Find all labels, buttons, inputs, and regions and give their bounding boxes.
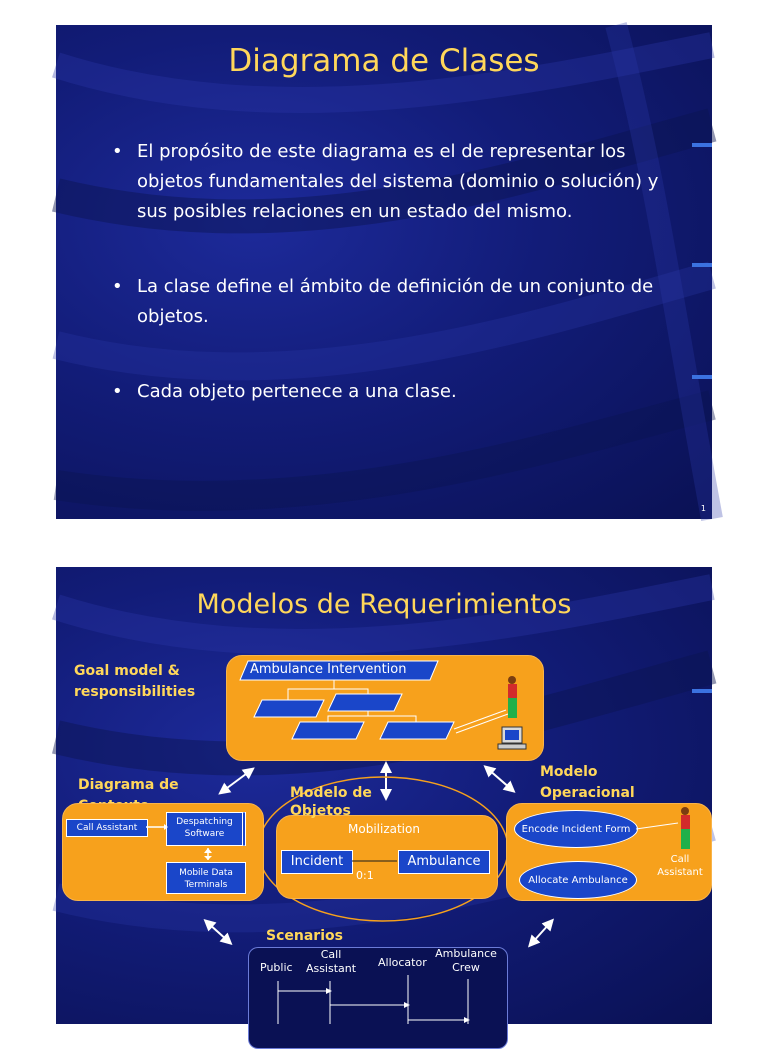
bullet-text: Cada objeto pertenece a una clase. bbox=[137, 381, 457, 402]
bullet-list bbox=[112, 137, 672, 407]
scenario-call-assistant: Call Assistant bbox=[305, 948, 357, 975]
bullet-dot-icon: • bbox=[112, 381, 123, 402]
goal-model-label: Goal model & responsibilities bbox=[74, 663, 196, 700]
bullet-dot-icon: • bbox=[112, 141, 123, 162]
objetos-label: Modelo de Objetos bbox=[290, 785, 372, 819]
scenario-public: Public bbox=[260, 961, 293, 974]
slide-number: 1 bbox=[700, 504, 706, 513]
bullet-text: La clase define el ámbito de definición de un conjunto de objetos. bbox=[137, 276, 654, 327]
call-assistant-box: Call Assistant bbox=[66, 819, 148, 837]
scenario-ambulance-crew: Ambulance Crew bbox=[435, 947, 497, 974]
incident-class-box: Incident bbox=[281, 850, 353, 874]
sequence-lines bbox=[56, 567, 712, 1024]
operacional-actor-label: Call Assistant bbox=[657, 854, 703, 878]
bullet-text: El propósito de este diagrama es el de representar los objetos fundamentales del sistema (dominio o solución) y sus posibles relaciones en un estado del mismo. bbox=[137, 141, 659, 222]
despatching-box: Despatching Software bbox=[166, 812, 246, 846]
bullet-item bbox=[112, 137, 672, 227]
ambulance-class-box: Ambulance bbox=[398, 850, 490, 874]
slide-2 bbox=[56, 567, 712, 1024]
bullet-item bbox=[112, 377, 672, 407]
slide-title: Modelos de Requerimientos bbox=[196, 589, 572, 620]
mobilization-label: Mobilization bbox=[348, 822, 420, 836]
scenario-allocator: Allocator bbox=[378, 956, 427, 969]
encode-incident-oval: Encode Incident Form bbox=[514, 810, 638, 848]
multiplicity-label: 0:1 bbox=[356, 869, 374, 882]
slide-title: Diagrama de Clases bbox=[228, 43, 540, 79]
contexto-label: Diagrama de bbox=[78, 777, 179, 793]
operacional-label: Modelo Operacional bbox=[540, 764, 635, 801]
mobile-data-box: Mobile Data Terminals bbox=[166, 862, 246, 894]
goal-box-label: Ambulance Intervention bbox=[250, 662, 407, 677]
allocate-ambulance-oval: Allocate Ambulance bbox=[519, 861, 637, 899]
scenarios-label: Scenarios bbox=[266, 928, 343, 944]
bullet-dot-icon: • bbox=[112, 276, 123, 297]
bullet-item bbox=[112, 272, 672, 332]
slide-1 bbox=[56, 25, 712, 519]
